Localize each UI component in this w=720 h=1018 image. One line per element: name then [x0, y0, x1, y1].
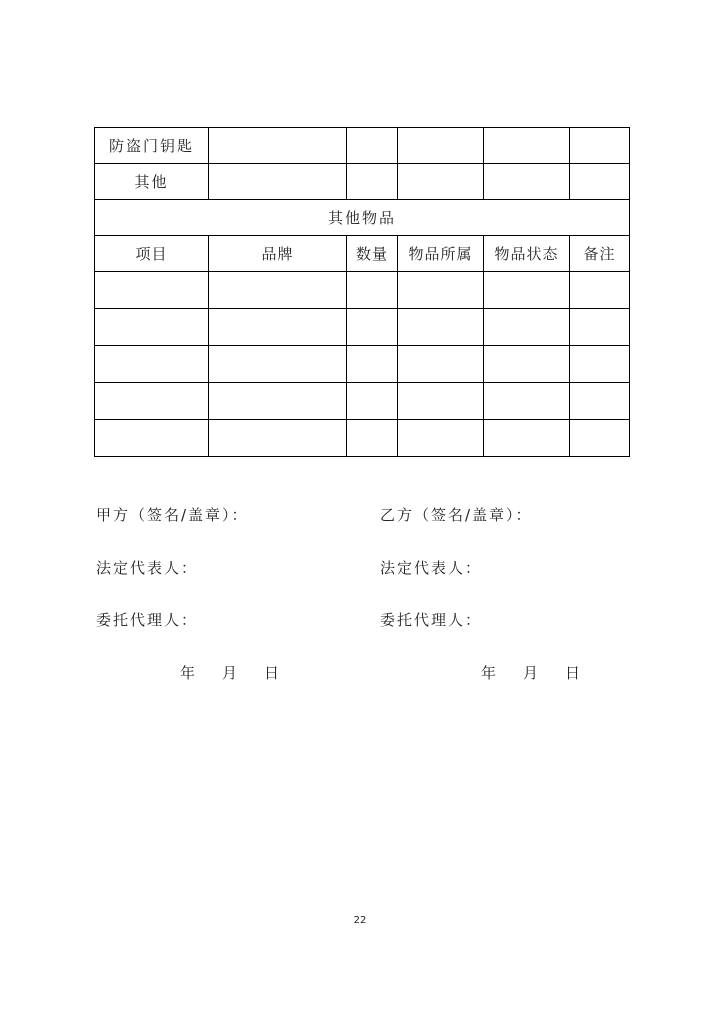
date-year-label: 年	[481, 664, 497, 682]
table-row	[95, 272, 630, 309]
party-b-agent-label: 委托代理人：	[380, 611, 483, 629]
header-remarks: 备注	[570, 236, 630, 272]
date-month-label: 月	[523, 664, 539, 682]
table-cell	[484, 272, 570, 309]
table-cell	[484, 309, 570, 346]
header-brand: 品牌	[209, 236, 347, 272]
table-cell	[570, 272, 630, 309]
table-cell	[398, 309, 484, 346]
party-b-legal-rep-label: 法定代表人：	[380, 559, 483, 577]
table-cell	[95, 383, 209, 420]
table-cell	[95, 309, 209, 346]
table-cell	[398, 128, 484, 164]
table-cell	[95, 346, 209, 383]
items-table	[94, 127, 630, 457]
header-status: 物品状态	[484, 236, 570, 272]
table-row	[95, 420, 630, 457]
table-cell	[570, 420, 630, 457]
table-cell	[209, 420, 347, 457]
table-cell	[398, 383, 484, 420]
row-label-other: 其他	[95, 164, 209, 200]
table-cell	[347, 128, 398, 164]
table-cell	[484, 346, 570, 383]
table-cell	[209, 164, 347, 200]
table-cell	[484, 383, 570, 420]
table-cell	[570, 128, 630, 164]
header-item: 项目	[95, 236, 209, 272]
party-a-signature-label: 甲方（签名/盖章）：	[96, 506, 249, 524]
table-cell	[484, 420, 570, 457]
table-cell	[347, 272, 398, 309]
party-a-agent-label: 委托代理人：	[96, 611, 199, 629]
table-cell	[398, 164, 484, 200]
table-cell	[209, 272, 347, 309]
table-cell	[209, 383, 347, 420]
table-cell	[209, 309, 347, 346]
table-cell	[209, 346, 347, 383]
party-a-legal-rep-label: 法定代表人：	[96, 559, 199, 577]
table-cell	[95, 272, 209, 309]
table-row	[95, 346, 630, 383]
table-cell	[209, 128, 347, 164]
section-title: 其他物品	[95, 200, 630, 236]
table-header-row	[95, 236, 630, 272]
page-number: 22	[353, 915, 367, 926]
table-cell	[570, 346, 630, 383]
table-cell	[570, 164, 630, 200]
table-cell	[347, 346, 398, 383]
date-day-label: 日	[565, 664, 581, 682]
row-label-door-key: 防盗门钥匙	[95, 128, 209, 164]
table-cell	[484, 164, 570, 200]
table-cell	[570, 383, 630, 420]
table-cell	[398, 346, 484, 383]
table-cell	[398, 272, 484, 309]
table-cell	[347, 420, 398, 457]
table-cell	[347, 164, 398, 200]
table-cell	[570, 309, 630, 346]
table-row	[95, 128, 630, 164]
party-b-signature-label: 乙方（签名/盖章）：	[380, 506, 533, 524]
header-ownership: 物品所属	[398, 236, 484, 272]
table-row	[95, 383, 630, 420]
table-cell	[484, 128, 570, 164]
table-row	[95, 200, 630, 236]
date-day-label: 日	[264, 664, 280, 682]
table-cell	[347, 309, 398, 346]
table-cell	[347, 383, 398, 420]
table-row	[95, 309, 630, 346]
table-cell	[398, 420, 484, 457]
table-row	[95, 164, 630, 200]
date-month-label: 月	[222, 664, 238, 682]
header-quantity: 数量	[347, 236, 398, 272]
date-year-label: 年	[180, 664, 196, 682]
table-cell	[95, 420, 209, 457]
